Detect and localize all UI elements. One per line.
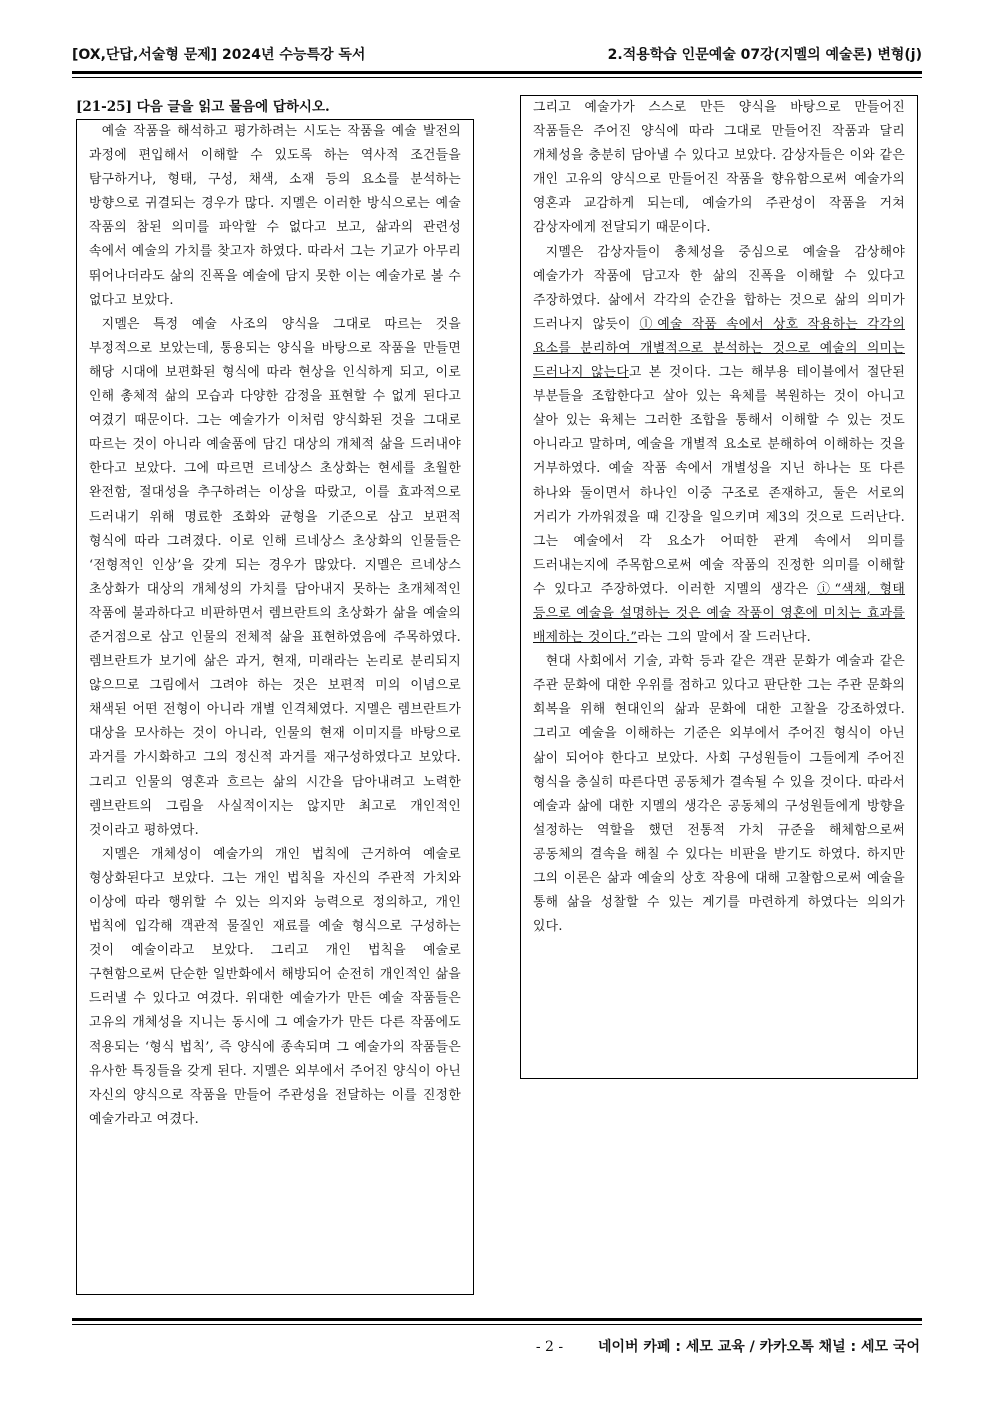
page-footer — [536, 1336, 920, 1356]
page-header — [72, 44, 922, 68]
underlined-quote: ⓘ“색채, 형태 등으로 예술을 설명하는 것은 예술 작품이 영혼에 미치는 효과를 배제하는 것이다.” — [533, 581, 905, 646]
passage-text: 라는 그의 말에서 잘 드러난다. — [637, 630, 811, 646]
passage-right-box — [520, 95, 918, 1079]
passage-paragraph: 현대 사회에서 기술, 과학 등과 같은 객관 문화가 예술과 같은 주관 문화에 대한 우위를 점하고 있다고 판단한 그는 주관 문화의 회복을 위해 현대인의 삶과 문화에 대한 고찰을 강조하였다. 그리고 예술을 이해하는 기준은 외부에서 주어진 형식이 아닌 삶이 되어야 한다고 보았다. 사회 구성원들이 그들에게 주어진 형식을 충실히 따른다면 공동체가 결속될 수 있을 것이다. 따라서 예술과 삶에 대한 지멜의 생각은 공동체의 구성원들에게 방향을 설정하는 역할을 했던 전통적 가치 규준을 해체함으로써 공동체의 결속을 해칠 수 있다는 비판을 받기도 하였다. 하지만 그의 이론은 삶과 예술의 상호 작용에 대해 고찰함으로써 예술을 통해 삶을 성찰할 수 있는 계기를 마련하게 하였다는 의의가 있다. — [533, 654, 905, 935]
passage-left-box — [76, 119, 474, 1295]
passage-paragraph: 지멜은 특정 예술 사조의 양식을 그대로 따르는 것을 부정적으로 보았는데, 통용되는 양식을 바탕으로 작품을 만들면 해당 시대에 보편화된 형식에 따라 현상을 인식하게 되고, 이로 인해 총체적 삶의 모습과 다양한 감정을 표현할 수 없게 된다고 여겼기 때문이다. 그는 예술가가 이처럼 양식화된 것을 그대로 따르는 것이 아니라 예술품에 담긴 대상의 개체적 삶을 드러내야 한다고 보았다. 그에 따르면 르네상스 초상화는 현세를 초월한 완전함, 절대성을 추구하려는 이상을 따랐고, 이를 효과적으로 드러내기 위해 명료한 조화와 균형을 기준으로 삼고 보편적 형식에 따라 그려졌다. 이로 인해 르네상스 초상화의 인물들은 ‘전형적인 인상’을 갖게 되는 경우가 많았다. 지멜은 르네상스 초상화가 대상의 개체성의 가치를 담아내지 못하는 초개체적인 작품에 불과하다고 비판하면서 렘브란트의 초상화가 삶을 예술의 준거점으로 삼고 인물의 전체적 삶을 표현하였음에 주목하였다. 렘브란트가 보기에 삶은 과거, 현재, 미래라는 논리로 분리되지 않으므로 그림에서 그려야 하는 것은 보편적 미의 이념으로 채색된 어떤 전형이 아니라 개별 인격체였다. 지멜은 렘브란트가 대상을 모사하는 것이 아니라, 인물의 현재 이미지를 바탕으로 과거를 가시화하고 그의 정신적 과거를 재구성하였다고 보았다. 그리고 인물의 영혼과 흐르는 삶의 시간을 담아내려고 노력한 렘브란트의 그림을 사실적이지는 않지만 최고로 개인적인 것이라고 평하였다. — [89, 316, 461, 838]
underlined-phrase-l: ⓛ예술 작품 속에서 상호 작용하는 각각의 요소를 분리하여 개별적으로 분석하는 것으로 예술의 의미는 드러나지 않는다 — [533, 316, 906, 381]
footer-rule — [72, 1318, 922, 1321]
footer-rule-thin — [72, 1324, 922, 1325]
passage-text: 지멜은 감상자들이 총체성을 중심으로 예술을 감상해야 예술가가 작품에 담고자 한 삶의 진폭을 이해할 수 있다고 주장하였다. 삶에서 각각의 순간을 합하는 것으로 삶의 의미가 드러나지 않듯이 — [533, 244, 905, 332]
question-heading: [21-25] 다음 글을 읽고 물음에 답하시오. — [76, 99, 330, 115]
passage-paragraph — [533, 241, 905, 651]
header-rule — [72, 71, 922, 74]
footer-text: 네이버 카페 : 세모 교육 / 카카오톡 채널 : 세모 국어 — [597, 1339, 920, 1355]
header-left-title: [OX,단답,서술형 문제] 2024년 수능특강 독서 — [72, 47, 366, 63]
header-right-title: 2.적용학습 인문예술 07강(지멜의 예술론) 변형(j) — [607, 47, 922, 63]
page-number: - 2 - — [535, 1339, 564, 1355]
passage-paragraph: 지멜은 개체성이 예술가의 개인 법칙에 근거하여 예술로 형상화된다고 보았다. 그는 개인 법칙을 자신의 주관적 가치와 이상에 따라 행위할 수 있는 의지와 능력으로 정의하고, 개인 법칙에 입각해 객관적 물질인 재료를 예술 형식으로 구성하는 것이 예술이라고 보았다. 그리고 개인 법칙을 예술로 구현함으로써 단순한 일반화에서 해방되어 순전히 개인적인 삶을 드러낼 수 있다고 여겼다. 위대한 예술가가 만든 예술 작품들은 고유의 개체성을 지니는 동시에 그 예술가가 만든 다른 작품에도 적용되는 ‘형식 법칙’, 즉 양식에 종속되며 그 예술가의 작품들은 유사한 특징들을 갖게 된다. 지멜은 외부에서 주어진 양식이 아닌 자신의 양식으로 작품을 만들어 주관성을 전달하는 이를 진정한 예술가라고 여겼다. — [89, 846, 461, 1127]
passage-paragraph: 그리고 예술가가 스스로 만든 양식을 바탕으로 만들어진 작품들은 주어진 양식에 따라 그대로 만들어진 작품과 달리 개체성을 충분히 담아낼 수 있다고 보았다. 감상자들은 이와 같은 개인 고유의 양식으로 만들어진 작품을 향유함으로써 예술가의 영혼과 교감하게 되는데, 예술가의 주관성이 작품을 거쳐 감상자에게 전달되기 때문이다. — [533, 100, 905, 236]
header-rule-thin — [72, 77, 922, 78]
passage-text: 고 본 것이다. 그는 해부용 테이블에서 절단된 부분들을 조합한다고 살아 있는 육체를 복원하는 것이 아니고 살아 있는 육체는 그러한 조합을 통해서 이해할 수 있는 것도 아니라고 말하며, 예술을 개별적 요소로 분해하여 이해하는 것을 거부하였다. 예술 작품 속에서 개별성을 지닌 하나는 또 다른 하나와 둘이면서 하나인 이중 구조로 존재하고, 둘은 서로의 거리가 가까워졌을 때 긴장을 일으키며 제3의 것으로 드러난다. 그는 예술에서 각 요소가 어떠한 관계 속에서 의미를 드러내는지에 주목함으로써 예술 작품의 진정한 의미를 이해할 수 있다고 주장하였다. 이러한 지멜의 생각은 — [533, 365, 905, 597]
passage-paragraph: 예술 작품을 해석하고 평가하려는 시도는 작품을 예술 발전의 과정에 편입해서 이해할 수 있도록 하는 역사적 조건들을 탐구하거나, 형태, 구성, 채색, 소재 등의 요소를 분석하는 방향으로 귀결되는 경우가 많다. 지멜은 이러한 방식으로는 예술 작품의 참된 의미를 파악할 수 없다고 보고, 삶과의 관련성 속에서 예술의 가치를 찾고자 하였다. 따라서 그는 기교가 아무리 뛰어나더라도 삶의 진폭을 예술에 담지 못한 이는 예술가로 볼 수 없다고 보았다. — [89, 124, 461, 308]
